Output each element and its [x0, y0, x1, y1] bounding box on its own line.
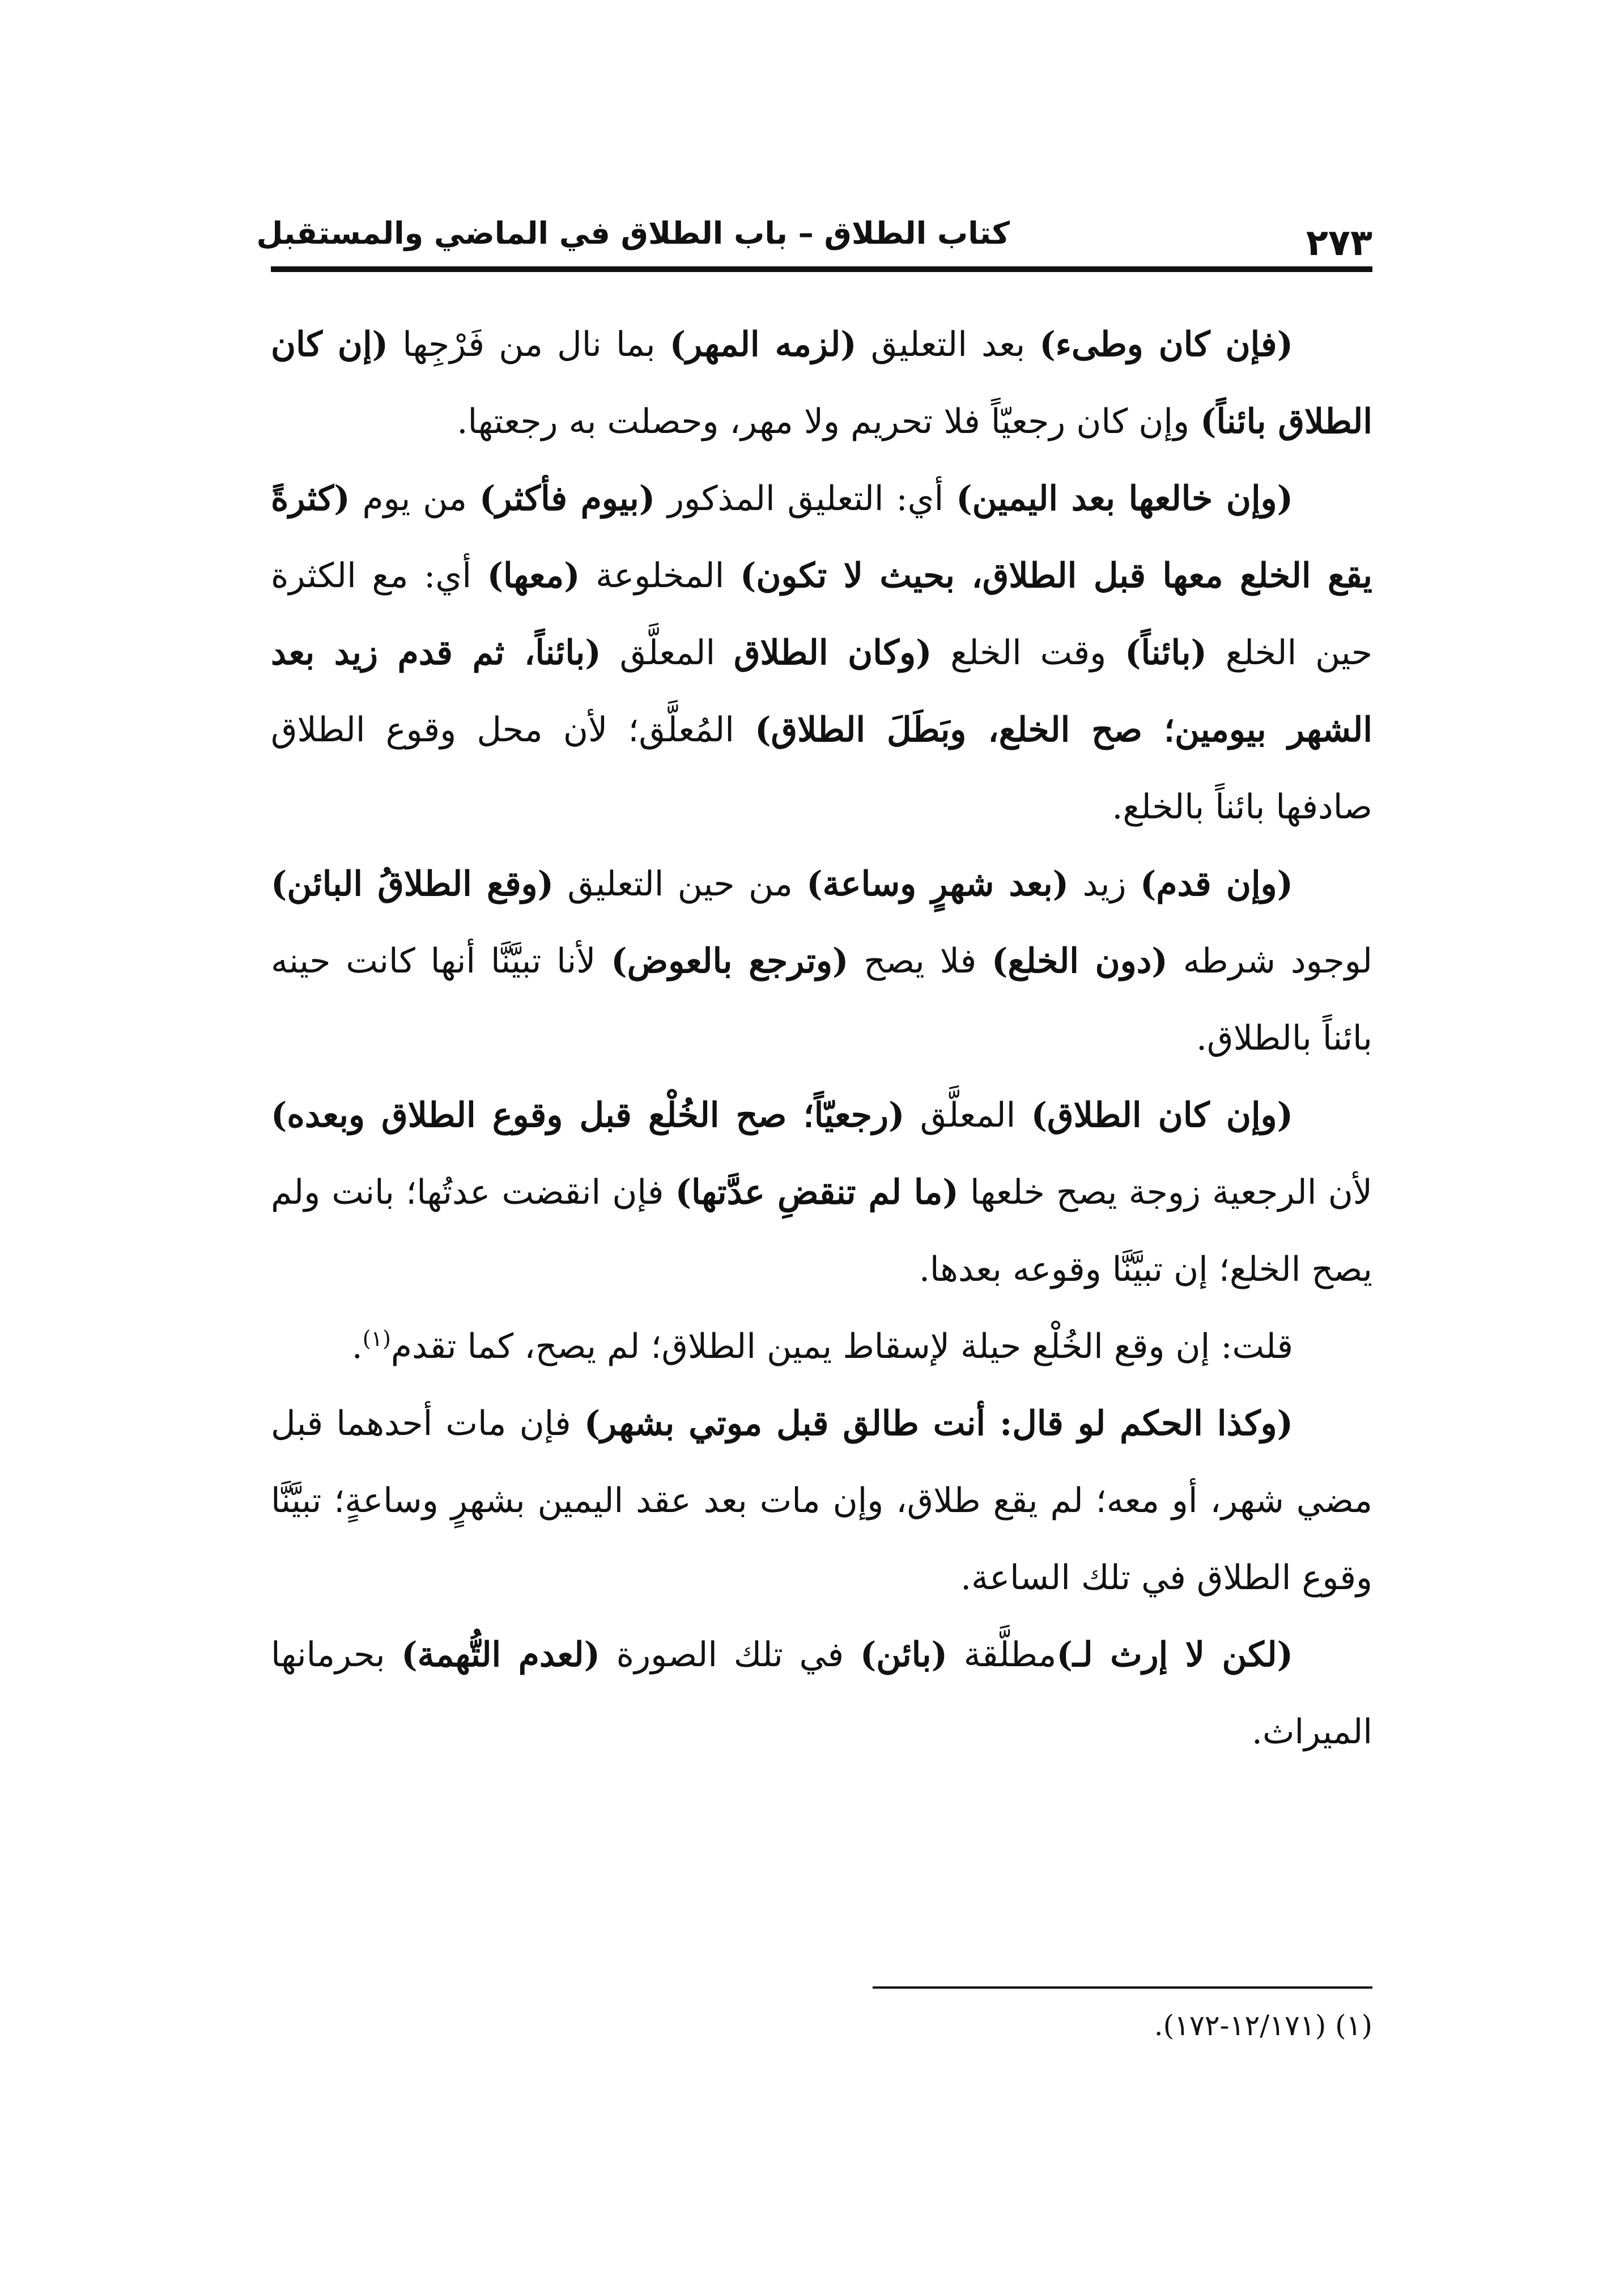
paragraph	[271, 306, 1372, 460]
commentary-text: المعلَّق	[601, 633, 734, 673]
matn-text: (كثرةً يقع الخلع معها قبل الطلاق، بحيث لا تكون)	[271, 479, 1372, 596]
matn-text: (بيوم فأكثر)	[479, 479, 656, 519]
commentary-text: من يوم	[350, 479, 479, 519]
commentary-text: وقت الخلع	[932, 633, 1125, 673]
matn-text: (بعد شهرٍ وساعة)	[806, 864, 1069, 904]
commentary-text: فلا يصح	[848, 941, 992, 981]
matn-text: (وترجع بالعوض)	[611, 941, 849, 981]
footnote-marker: (١)	[362, 1326, 391, 1351]
commentary-text: لوجود شرطه	[1167, 941, 1373, 981]
commentary-text: في تلك الصورة	[600, 1635, 860, 1675]
matn-text: (وإن قدم)	[1140, 864, 1294, 904]
matn-text: (ما لم تنقضِ عدَّتها)	[675, 1173, 959, 1212]
matn-text: (وكذا الحكم لو قال: أنت طالق قبل موتي بشهر)	[584, 1404, 1293, 1443]
commentary-text: قلت: إن وقع الخُلْع حيلة لإسقاط يمين الطلاق؛ لم يصح، كما تقدم	[390, 1327, 1293, 1366]
matn-text: (رجعيّاً؛ صح الخُلْع قبل وقوع الطلاق وبعده)	[271, 1095, 905, 1135]
commentary-text: لأنا تبيَّنَّا أنها كانت حينه بائناً بالطلاق.	[271, 941, 1372, 1058]
header-rule	[271, 266, 1372, 272]
matn-text: (لزمه المهر)	[669, 325, 857, 364]
matn-text: (دون الخلع)	[992, 941, 1168, 981]
matn-text: (فإن كان وطىء)	[1039, 325, 1294, 364]
commentary-text: المُعلَّق؛ لأن محل وقوع الطلاق صادفها بائناً بالخلع.	[271, 710, 1372, 827]
commentary-text: بحرمانها الميراث.	[271, 1635, 1372, 1752]
commentary-text: .	[351, 1327, 363, 1366]
commentary-text: فإن انقضت عدتُها؛ بانت ولم يصح الخلع؛ إن تبيَّنَّا وقوعه بعدها.	[271, 1173, 1372, 1289]
paragraph	[271, 1077, 1372, 1308]
running-title: كتاب الطلاق – باب الطلاق في الماضي والمستقبل	[256, 215, 1010, 251]
matn-text: (وقع الطلاقُ البائن)	[271, 864, 554, 904]
matn-text: (بائناً)	[1125, 633, 1207, 673]
commentary-text: مطلَّقة	[947, 1635, 1057, 1675]
matn-text: (وإن كان الطلاق)	[1031, 1095, 1293, 1135]
matn-text: (وكان الطلاق	[733, 633, 932, 673]
page-number: ٢٧٣	[1306, 222, 1372, 264]
footnote: (١) (١٢/١٧١-١٧٢).	[1154, 2009, 1372, 2042]
paragraph	[271, 1308, 1372, 1385]
body-text	[271, 306, 1372, 1770]
commentary-text: بعد التعليق	[856, 325, 1040, 364]
matn-text: (بائناً، ثم قدم زيد بعد الشهر بيومين؛ صح الخلع، وبَطَلَ الطلاق)	[271, 633, 1372, 750]
paragraph	[271, 460, 1372, 846]
commentary-text: زيد	[1069, 864, 1140, 904]
commentary-text: لأن الرجعية زوجة يصح خلعها	[958, 1173, 1373, 1212]
page-header	[256, 210, 1372, 275]
matn-text: (بائن)	[860, 1635, 948, 1675]
matn-text: (لكن لا إرث لـ)	[1056, 1635, 1293, 1675]
paragraph	[271, 1616, 1372, 1770]
paragraph	[271, 1385, 1372, 1616]
matn-text: (إن كان الطلاق بائناً)	[271, 325, 1372, 441]
commentary-text: فإن مات أحدهما قبل مضي شهر، أو معه؛ لم يقع طلاق، وإن مات بعد عقد اليمين بشهرٍ وساعةٍ؛ تبيَّنَّا وقوع الطلاق في تلك الساعة.	[271, 1404, 1372, 1598]
footnote-rule	[873, 1986, 1372, 1989]
commentary-text: وإن كان رجعيّاً فلا تحريم ولا مهر، وحصلت به رجعتها.	[457, 402, 1201, 441]
commentary-text: من حين التعليق	[554, 864, 807, 904]
matn-text: (وإن خالعها بعد اليمين)	[956, 479, 1293, 519]
commentary-text: المعلَّق	[904, 1095, 1031, 1135]
matn-text: (معها)	[487, 556, 580, 596]
matn-text: (لعدم التُّهمة)	[401, 1635, 600, 1675]
commentary-text: بما نال من فَرْجِها	[388, 325, 670, 364]
commentary-text: أي: مع الكثرة حين الخلع	[271, 556, 1372, 673]
commentary-text: المخلوعة	[580, 556, 741, 596]
commentary-text: أي: التعليق المذكور	[655, 479, 956, 519]
paragraph	[271, 846, 1372, 1077]
